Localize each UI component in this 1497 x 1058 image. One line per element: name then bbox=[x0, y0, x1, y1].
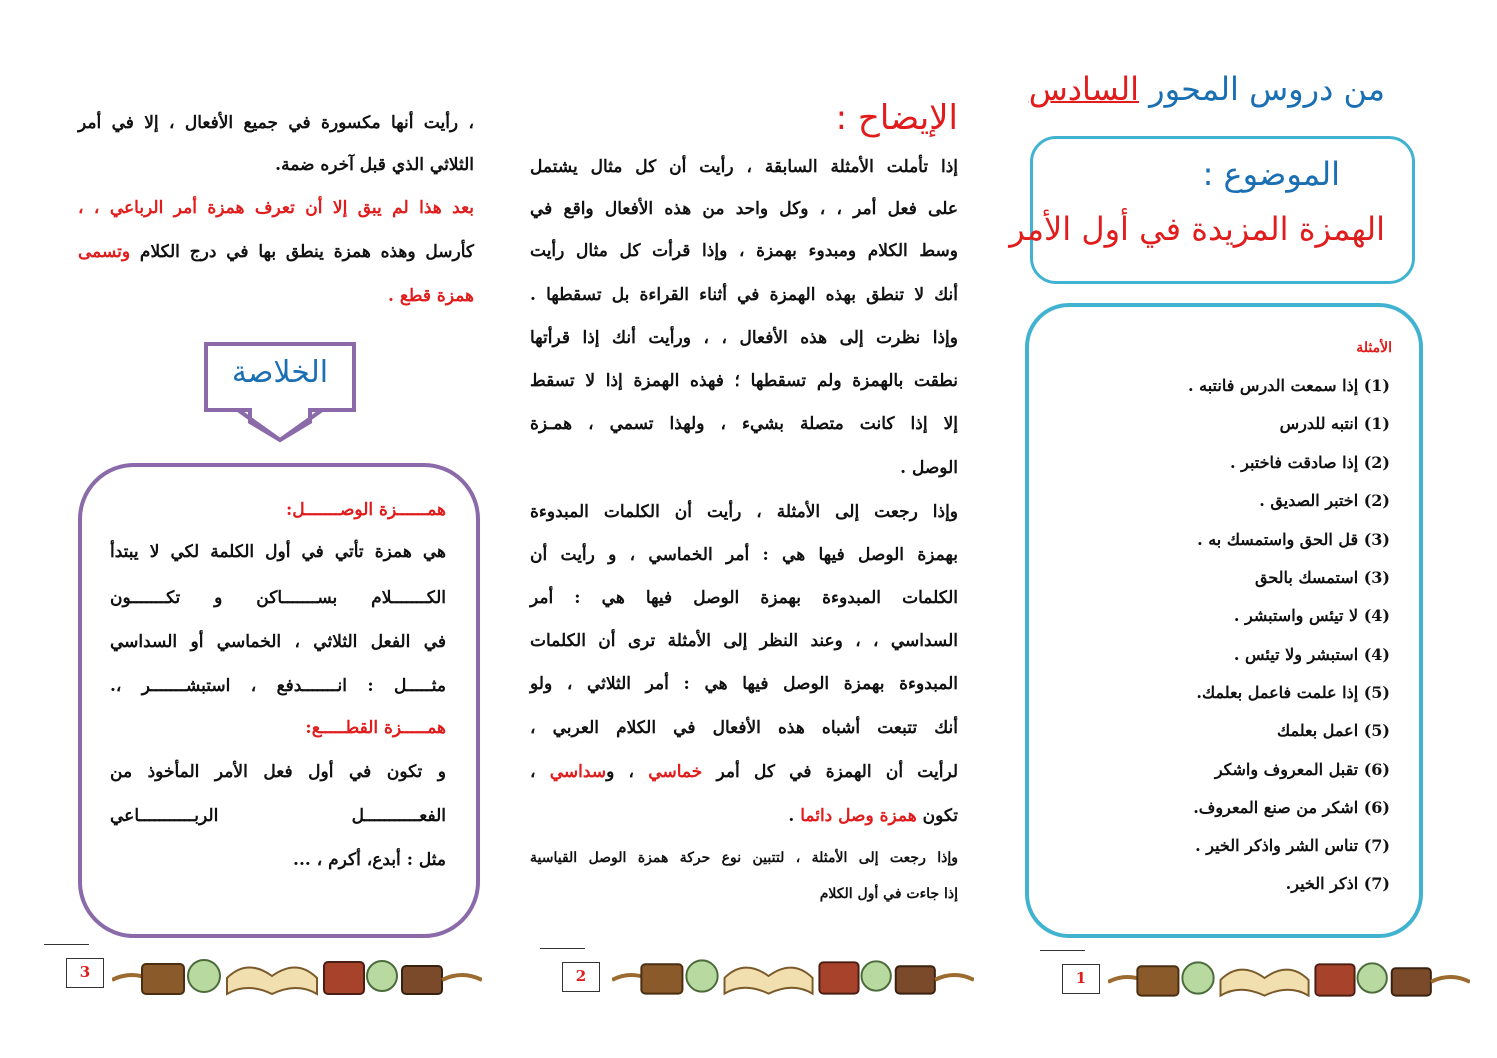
books-border-decoration bbox=[1108, 952, 1470, 1004]
page-number: 1 bbox=[1062, 964, 1100, 994]
text-run: تكون bbox=[922, 806, 958, 826]
page-number: 2 bbox=[562, 962, 600, 992]
footer-rule bbox=[1040, 950, 1085, 951]
explanation-line: أنك تتبعت أشباه هذه الأفعال في الكلام العربي ، bbox=[530, 718, 958, 738]
lesson-heading bbox=[1028, 70, 1385, 108]
highlight-sudasi: سداسي bbox=[549, 762, 607, 782]
summary-line: هي همزة تأتي في أول الكلمة لكي لا يبتدأ bbox=[110, 542, 446, 562]
explanation-line: نطقت بالهمزة ولم تسقطها ؛ فهذه الهمزة إذا لا تسقط bbox=[530, 371, 958, 391]
lesson-heading-prefix: من دروس المحور bbox=[1149, 70, 1385, 108]
lesson-heading-underlined: السادس bbox=[1028, 70, 1139, 108]
explanation-line: المبدوءة بهمزة الوصل فيها هي : أمر الثلاثي ، ولو bbox=[530, 674, 958, 694]
explanation-line-15 bbox=[530, 762, 958, 782]
explanation-line: الوصل . bbox=[900, 458, 958, 478]
explanation-heading: الإيضاح : bbox=[835, 98, 958, 138]
text-run: لرأيت أن الهمزة في كل أمر bbox=[716, 762, 959, 782]
wasl-heading: همــــــزة الوصـــــــل: bbox=[285, 500, 446, 520]
example-item: (3) قل الحق واستمسك به . bbox=[1197, 530, 1390, 549]
explanation-line: بهمزة الوصل فيها هي : أمر الخماسي ، و رأيت أن bbox=[530, 545, 958, 565]
text-run: ، bbox=[530, 762, 536, 782]
explanation-line: أنك لا تنطق بهذه الهمزة في أثناء القراءة بل تسقطها . bbox=[530, 285, 958, 305]
highlight-wasl-always: همزة وصل دائما bbox=[800, 806, 917, 826]
continuation-line: ، رأيت أنها مكسورة في جميع الأفعال ، إلا في أمر bbox=[78, 113, 474, 133]
example-item: (4) استبشر ولا تيئس . bbox=[1233, 645, 1390, 664]
summary-line: و تكون في أول فعل الأمر المأخوذ من bbox=[110, 762, 446, 782]
explanation-line: على فعل أمر ، ، وكل واحد من هذه الأفعال واقع في bbox=[530, 199, 958, 219]
summary-line: مثـــــل : انـــــــدفع ، استبشـــــــر ،. bbox=[110, 676, 446, 696]
page-number: 3 bbox=[66, 958, 104, 988]
books-border-decoration bbox=[612, 950, 974, 1002]
qat-heading: همـــــزة القطـــــع: bbox=[305, 718, 446, 738]
explanation-note: إذا جاءت في أول الكلام bbox=[819, 886, 958, 902]
books-border-decoration bbox=[112, 950, 482, 1002]
explanation-line: إلا إذا كانت متصلة بشيء ، ولهذا تسمي ، همـزة bbox=[530, 414, 958, 434]
topic-title: الهمزة المزيدة في أول الأمر bbox=[1009, 210, 1385, 248]
summary-line: مثل : أبدع، أكرم ، ... bbox=[293, 850, 446, 870]
continuation-line: همزة قطع . bbox=[388, 286, 474, 306]
example-item: (5) اعمل بعلمك bbox=[1277, 721, 1390, 740]
summary-line: الفعـــــــــــل الربـــــــــــاعي bbox=[110, 806, 446, 826]
example-item: (1) انتبه للدرس bbox=[1279, 414, 1390, 433]
example-item: (4) لا تيئس واستبشر . bbox=[1233, 606, 1390, 625]
text-run: . bbox=[788, 806, 795, 826]
explanation-line: وسط الكلام ومبدوء بهمزة ، وإذا قرأت كل مثال رأيت bbox=[530, 241, 958, 261]
example-item: (3) استمسك بالحق bbox=[1255, 568, 1390, 587]
example-item: (6) اشكر من صنع المعروف. bbox=[1193, 798, 1390, 817]
continuation-line: الثلاثي الذي قبل آخره ضمة. bbox=[275, 155, 474, 175]
example-item: (2) إذا صادقت فاختبر . bbox=[1230, 453, 1390, 472]
explanation-line-16 bbox=[530, 806, 958, 826]
summary-line: الكـــــــلام بســـــــاكن و تكـــــــون bbox=[110, 588, 446, 608]
example-item: (6) تقبل المعروف واشكر bbox=[1214, 760, 1390, 779]
text-run: ، و bbox=[606, 762, 635, 782]
explanation-line: وإذا نظرت إلى هذه الأفعال ، ، ورأيت أنك إذا قرأتها bbox=[530, 328, 958, 348]
explanation-note: وإذا رجعت إلى الأمثلة ، لتتبين نوع حركة همزة الوصل القياسية bbox=[530, 850, 958, 866]
summary-line: في الفعل الثلاثي ، الخماسي أو السداسي bbox=[110, 632, 446, 652]
explanation-line: الكلمات المبدوءة بهمزة الوصل فيها هي : أمر bbox=[530, 588, 958, 608]
text-run: كأرسل وهذه همزة ينطق بها في درج الكلام bbox=[139, 242, 474, 262]
example-item: (7) تناس الشر واذكر الخير . bbox=[1195, 836, 1390, 855]
continuation-line bbox=[78, 242, 474, 262]
example-item: (1) إذا سمعت الدرس فانتبه . bbox=[1188, 376, 1390, 395]
continuation-red-line: بعد هذا لم يبق إلا أن تعرف همزة أمر الرباعي ، ، bbox=[78, 198, 474, 218]
example-item: (5) إذا علمت فاعمل بعلمك. bbox=[1196, 683, 1390, 702]
topic-label: الموضوع : bbox=[1202, 155, 1340, 193]
explanation-line: وإذا رجعت إلى الأمثلة ، رأيت أن الكلمات المبدوءة bbox=[530, 502, 958, 522]
highlight-khumasi: خماسي bbox=[648, 762, 703, 782]
explanation-line: السداسي ، ، وعند النظر إلى الأمثلة ترى أن الكلمات bbox=[530, 631, 958, 651]
highlight-tusamma: وتسمى bbox=[78, 242, 131, 262]
example-item: (2) اختبر الصديق . bbox=[1259, 491, 1390, 510]
explanation-line: إذا تأملت الأمثلة السابقة ، رأيت أن كل مثال يشتمل bbox=[530, 157, 958, 177]
footer-rule bbox=[540, 948, 585, 949]
examples-title: الأمثلة bbox=[1356, 340, 1392, 356]
summary-label: الخلاصة bbox=[231, 355, 329, 390]
example-item: (7) اذكر الخير. bbox=[1285, 874, 1390, 893]
footer-rule bbox=[44, 944, 89, 945]
